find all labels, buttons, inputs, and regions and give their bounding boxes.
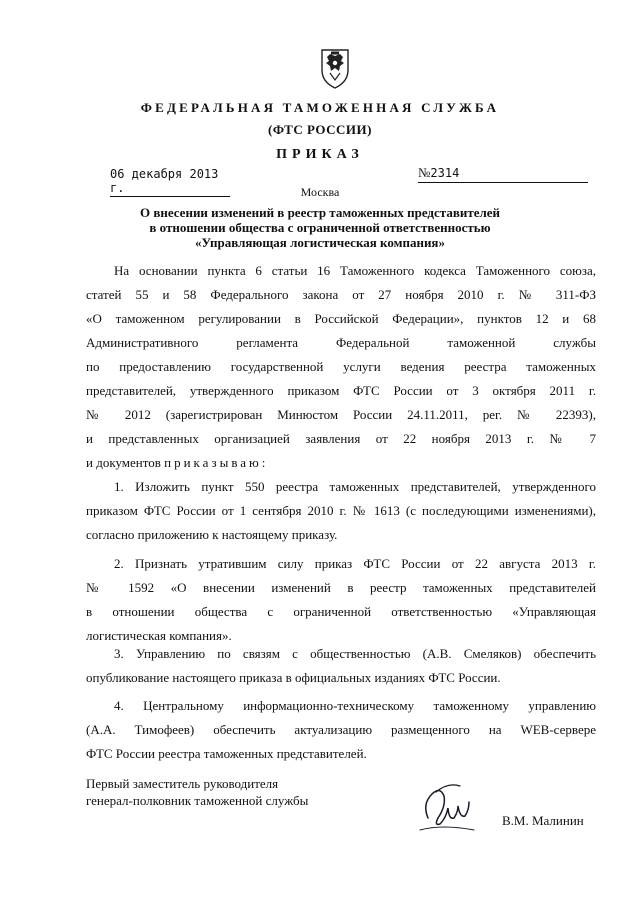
signer-rank-line: генерал-полковник таможенной службы: [86, 793, 309, 808]
preamble-line: № 2012 (зарегистрирован Минюстом России 24.11.2011, рег. № 22393),: [86, 407, 596, 422]
preamble-line: и представленных организацией заявления от 22 ноября 2013 г. № 7: [86, 431, 596, 446]
heading-line: «Управляющая логистическая компания»: [195, 235, 445, 250]
item-3-line: 3. Управлению по связям с общественностью (А.В. Смеляков) обеспечить: [114, 646, 596, 661]
order-number: 2314: [430, 166, 460, 180]
item-1-line: приказом ФТС России от 1 сентября 2010 г. № 1613 (с последующими изменениями),: [86, 503, 596, 518]
heading-line: в отношении общества с ограниченной ответственностью: [149, 220, 491, 235]
order-date: 06 декабря 2013 г.: [110, 167, 230, 197]
document-type: ПРИКАЗ: [276, 147, 364, 162]
order-heading: [0, 205, 640, 250]
item-2-line: в отношении общества с ограниченной ответственностью «Управляющая: [86, 604, 596, 619]
signer-name: В.М. Малинин: [502, 813, 584, 828]
order-number-field: [418, 165, 588, 183]
number-prefix: №: [418, 165, 431, 180]
organization-short-name: (ФТС РОССИИ): [268, 122, 372, 137]
item-4-line: ФТС России реестра таможенных представителей.: [86, 746, 367, 761]
coat-of-arms-icon: [318, 44, 352, 90]
preamble-line: «О таможенном регулировании в Российской Федерации», пунктов 12 и 68: [86, 311, 596, 326]
item-4-line: 4. Центральному информационно-техническому таможенному управлению: [114, 698, 596, 713]
preamble-line: представителей, утвержденного приказом ФТС России от 3 октября 2011 г.: [86, 383, 596, 398]
item-1-line: 1. Изложить пункт 550 реестра таможенных представителей, утвержденного: [114, 479, 596, 494]
item-1-line: согласно приложению к настоящему приказу.: [86, 527, 338, 542]
handwritten-signature-icon: [414, 774, 480, 840]
item-2-line: 2. Признать утратившим силу приказ ФТС России от 22 августа 2013 г.: [114, 556, 596, 571]
order-word: приказываю:: [164, 455, 269, 470]
preamble-line-start: и документов: [86, 455, 161, 470]
signer-title-line: Первый заместитель руководителя: [86, 776, 279, 791]
item-4-line: (А.А. Тимофеев) обеспечить актуализацию размещенного на WEB-сервере: [86, 722, 596, 737]
organization-title: ФЕДЕРАЛЬНАЯ ТАМОЖЕННАЯ СЛУЖБА: [140, 100, 500, 115]
preamble-line: На основании пункта 6 статьи 16 Таможенного кодекса Таможенного союза,: [114, 263, 596, 278]
preamble-line: Административного регламента Федеральной таможенной службы: [86, 335, 596, 350]
heading-line: О внесении изменений в реестр таможенных представителей: [139, 205, 501, 220]
preamble-last-line: [86, 454, 596, 471]
item-3-line: опубликование настоящего приказа в официальных изданиях ФТС России.: [86, 670, 501, 685]
preamble-line: статей 55 и 58 Федерального закона от 27 ноября 2010 г. № 311-ФЗ: [86, 287, 596, 302]
item-2-line: логистическая компания».: [86, 628, 232, 643]
item-2-line: № 1592 «О внесении изменений в реестр таможенных представителей: [86, 580, 596, 595]
preamble-line: по предоставлению государственной услуги ведения реестра таможенных: [86, 359, 596, 374]
city: Москва: [300, 185, 340, 199]
